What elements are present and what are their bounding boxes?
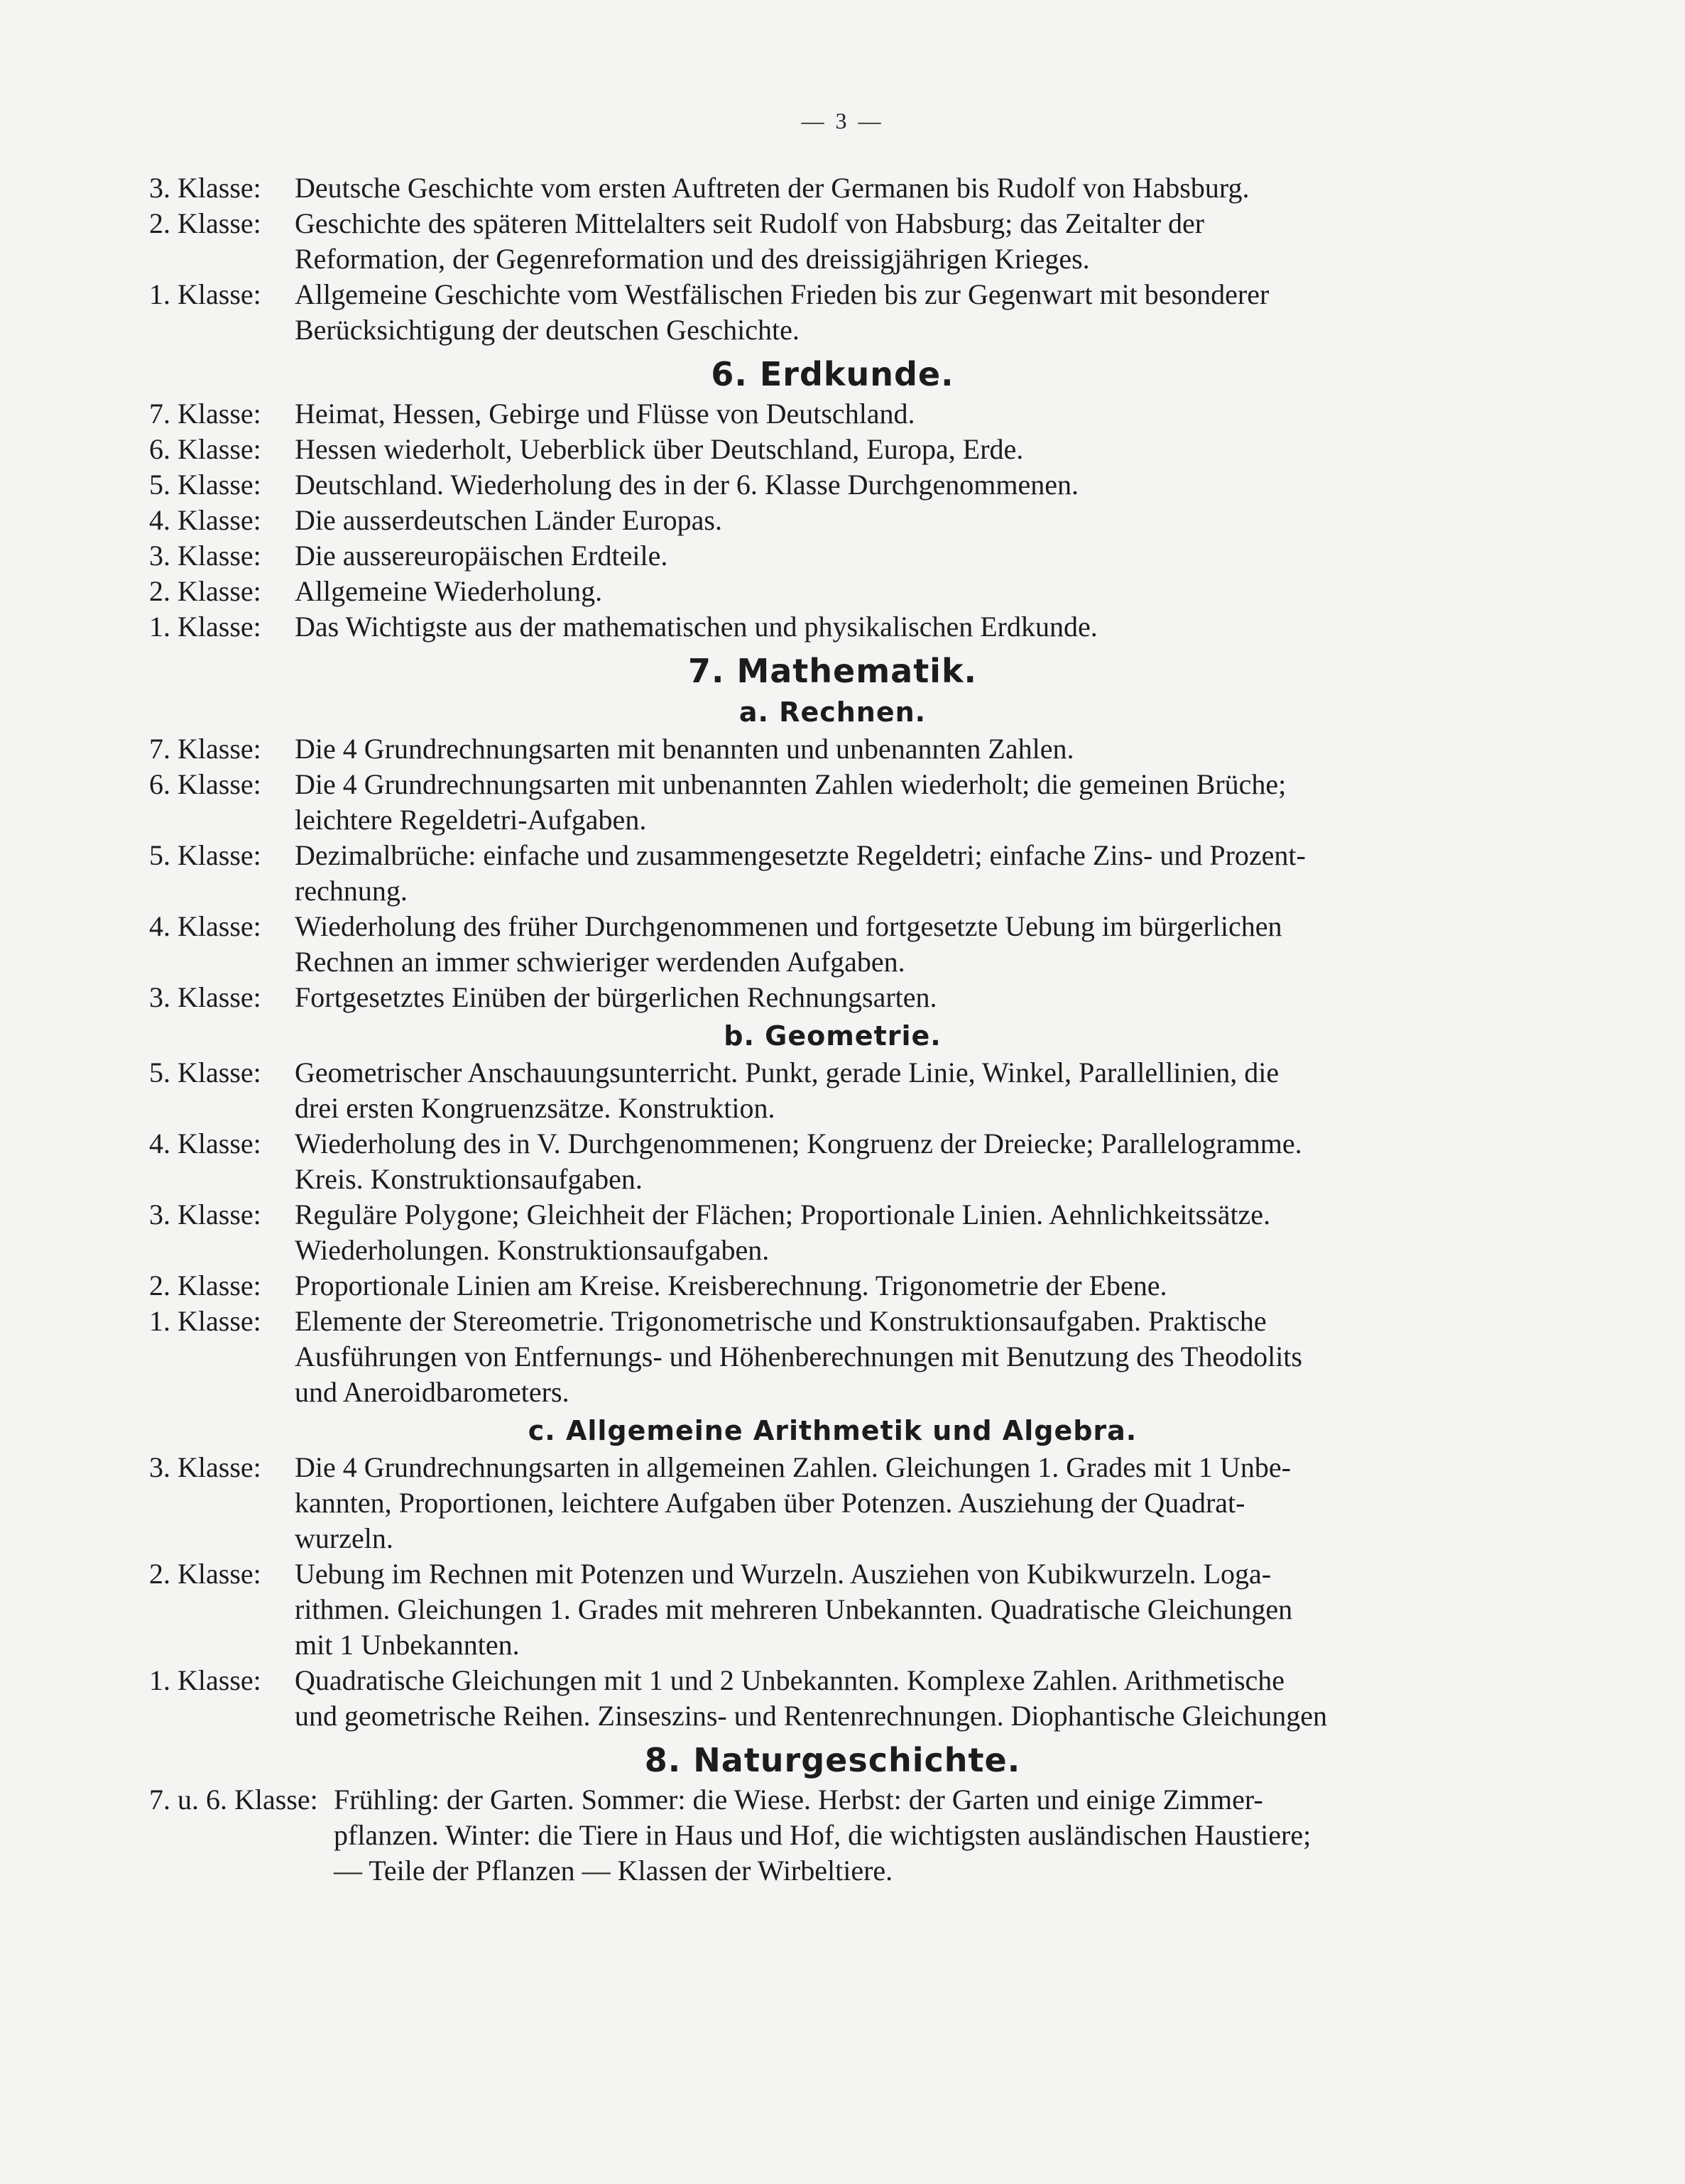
- text-line: Die 4 Grundrechnungsarten mit unbenannten Zahlen wiederholt; die gemeinen Brüche;: [295, 768, 1287, 800]
- klasse-label: 3. Klasse:: [149, 172, 261, 204]
- klasse-text: [295, 467, 1516, 503]
- text-line: Die ausserdeutschen Länder Europas.: [295, 504, 722, 536]
- text-line: Dezimalbrüche: einfache und zusammengesetzte Regeldetri; einfache Zins- und Prozent-: [295, 839, 1306, 871]
- klasse-label: 5. Klasse:: [149, 839, 261, 871]
- klasse-text: [295, 1304, 1516, 1410]
- page-content: [149, 170, 1516, 1889]
- klasse-label: 1. Klasse:: [149, 1664, 261, 1696]
- klasse-entry: [149, 1055, 1516, 1126]
- text-line: Die 4 Grundrechnungsarten in allgemeinen Zahlen. Gleichungen 1. Grades mit 1 Unbe-: [295, 1451, 1291, 1483]
- text-line: und Aneroidbarometers.: [295, 1376, 569, 1408]
- rechnen-heading: a. Rechnen.: [738, 697, 927, 728]
- klasse-entry: [149, 609, 1516, 645]
- klasse-text: [295, 1268, 1516, 1304]
- text-line: Heimat, Hessen, Gebirge und Flüsse von Deutschland.: [295, 398, 915, 430]
- text-line: rechnung.: [295, 875, 408, 907]
- klasse-text: [295, 277, 1516, 348]
- text-line: wurzeln.: [295, 1522, 393, 1554]
- klasse-entry: [149, 1556, 1516, 1663]
- klasse-label: 6. Klasse:: [149, 768, 261, 800]
- geometrie-heading: b. Geometrie.: [724, 1020, 942, 1052]
- klasse-entry: [149, 1450, 1516, 1556]
- text-line: Fortgesetztes Einüben der bürgerlichen Rechnungsarten.: [295, 981, 937, 1013]
- arithmetik-heading: c. Allgemeine Arithmetik und Algebra.: [528, 1415, 1138, 1446]
- text-line: rithmen. Gleichungen 1. Grades mit mehreren Unbekannten. Quadratische Gleichungen: [295, 1593, 1293, 1625]
- klasse-entry: [149, 731, 1516, 767]
- text-line: Uebung im Rechnen mit Potenzen und Wurzeln. Ausziehen von Kubikwurzeln. Loga-: [295, 1558, 1272, 1590]
- klasse-text: [295, 1663, 1516, 1734]
- text-line: drei ersten Kongruenzsätze. Konstruktion.: [295, 1092, 775, 1124]
- klasse-text: [295, 609, 1516, 645]
- klasse-label: 1. Klasse:: [149, 278, 261, 310]
- klasse-text: [295, 1126, 1516, 1197]
- text-line: Allgemeine Wiederholung.: [295, 575, 603, 607]
- geschichte-section: [149, 170, 1516, 348]
- klasse-entry: [149, 206, 1516, 277]
- arithmetik-section: [149, 1450, 1516, 1734]
- klasse-label: 7. u. 6. Klasse:: [149, 1784, 318, 1816]
- klasse-entry: [149, 503, 1516, 538]
- klasse-text: [295, 432, 1516, 467]
- text-line: Kreis. Konstruktionsaufgaben.: [295, 1163, 643, 1195]
- klasse-entry: [149, 1197, 1516, 1268]
- klasse-text: [295, 206, 1516, 277]
- klasse-text: [334, 1782, 1516, 1889]
- text-line: Hessen wiederholt, Ueberblick über Deutschland, Europa, Erde.: [295, 433, 1024, 465]
- erdkunde-section: [149, 396, 1516, 645]
- klasse-entry: [149, 396, 1516, 432]
- text-line: Das Wichtigste aus der mathematischen und physikalischen Erdkunde.: [295, 611, 1098, 643]
- klasse-entry: [149, 1782, 1516, 1889]
- klasse-text: [295, 503, 1516, 538]
- klasse-text: [295, 1450, 1516, 1556]
- klasse-entry: [149, 1126, 1516, 1197]
- naturgeschichte-section: [149, 1782, 1516, 1889]
- text-line: Wiederholungen. Konstruktionsaufgaben.: [295, 1234, 770, 1266]
- klasse-entry: [149, 467, 1516, 503]
- klasse-entry: [149, 432, 1516, 467]
- klasse-entry: [149, 538, 1516, 574]
- klasse-label: 2. Klasse:: [149, 207, 261, 239]
- text-line: Wiederholung des in V. Durchgenommenen; Kongruenz der Dreiecke; Parallelogramme.: [295, 1128, 1302, 1159]
- klasse-entry: [149, 574, 1516, 609]
- text-line: Reformation, der Gegenreformation und des dreissigjährigen Krieges.: [295, 243, 1090, 275]
- text-line: Die 4 Grundrechnungsarten mit benannten und unbenannten Zahlen.: [295, 733, 1074, 765]
- text-line: Die aussereuropäischen Erdteile.: [295, 540, 668, 572]
- klasse-label: 3. Klasse:: [149, 981, 261, 1013]
- geometrie-section: [149, 1055, 1516, 1410]
- klasse-label: 3. Klasse:: [149, 1451, 261, 1483]
- klasse-label: 2. Klasse:: [149, 575, 261, 607]
- klasse-text: [295, 767, 1516, 838]
- klasse-label: 3. Klasse:: [149, 540, 261, 572]
- klasse-entry: [149, 170, 1516, 206]
- klasse-text: [295, 538, 1516, 574]
- klasse-label: 6. Klasse:: [149, 433, 261, 465]
- klasse-label: 3. Klasse:: [149, 1199, 261, 1230]
- text-line: Elemente der Stereometrie. Trigonometrische und Konstruktionsaufgaben. Praktische: [295, 1305, 1267, 1337]
- rechnen-section: [149, 731, 1516, 1015]
- klasse-label: 1. Klasse:: [149, 611, 261, 643]
- text-line: Geometrischer Anschauungsunterricht. Punkt, gerade Linie, Winkel, Parallellinien, die: [295, 1056, 1280, 1088]
- text-line: leichtere Regeldetri-Aufgaben.: [295, 804, 647, 836]
- klasse-entry: [149, 838, 1516, 909]
- klasse-text: [295, 980, 1516, 1015]
- text-line: Quadratische Gleichungen mit 1 und 2 Unbekannten. Komplexe Zahlen. Arithmetische: [295, 1664, 1285, 1696]
- klasse-label: 5. Klasse:: [149, 1056, 261, 1088]
- text-line: Deutsche Geschichte vom ersten Auftreten der Germanen bis Rudolf von Habsburg.: [295, 172, 1250, 204]
- klasse-label: 7. Klasse:: [149, 398, 261, 430]
- text-line: Berücksichtigung der deutschen Geschichte.: [295, 314, 800, 346]
- klasse-label: 4. Klasse:: [149, 910, 261, 942]
- klasse-label: 2. Klasse:: [149, 1558, 261, 1590]
- klasse-label: 1. Klasse:: [149, 1305, 261, 1337]
- text-line: pflanzen. Winter: die Tiere in Haus und Hof, die wichtigsten ausländischen Haustiere;: [334, 1819, 1312, 1851]
- naturgeschichte-heading: 8. Naturgeschichte.: [644, 1741, 1021, 1779]
- text-line: Rechnen an immer schwieriger werdenden Aufgaben.: [295, 946, 905, 978]
- klasse-entry: [149, 909, 1516, 980]
- text-line: Wiederholung des früher Durchgenommenen und fortgesetzte Uebung im bürgerlichen: [295, 910, 1282, 942]
- klasse-text: [295, 1055, 1516, 1126]
- klasse-text: [295, 1556, 1516, 1663]
- klasse-label: 5. Klasse:: [149, 469, 261, 501]
- text-line: Deutschland. Wiederholung des in der 6. Klasse Durchgenommenen.: [295, 469, 1079, 501]
- text-line: — Teile der Pflanzen — Klassen der Wirbeltiere.: [334, 1855, 893, 1887]
- text-line: und geometrische Reihen. Zinseszins- und Rentenrechnungen. Diophantische Gleichungen: [295, 1700, 1328, 1732]
- text-line: kannten, Proportionen, leichtere Aufgaben über Potenzen. Ausziehung der Quadrat-: [295, 1487, 1245, 1519]
- klasse-text: [295, 731, 1516, 767]
- page-number: — 3 —: [801, 108, 884, 133]
- klasse-label: 7. Klasse:: [149, 733, 261, 765]
- klasse-label: 4. Klasse:: [149, 504, 261, 536]
- text-line: mit 1 Unbekannten.: [295, 1629, 520, 1661]
- text-line: Frühling: der Garten. Sommer: die Wiese. Herbst: der Garten und einige Zimmer-: [334, 1784, 1263, 1816]
- text-line: Ausführungen von Entfernungs- und Höhenberechnungen mit Benutzung des Theodolits: [295, 1341, 1302, 1372]
- text-line: Proportionale Linien am Kreise. Kreisberechnung. Trigonometrie der Ebene.: [295, 1270, 1167, 1301]
- klasse-text: [295, 838, 1516, 909]
- klasse-text: [295, 170, 1516, 206]
- mathematik-heading: 7. Mathematik.: [687, 652, 978, 690]
- text-line: Allgemeine Geschichte vom Westfälischen Frieden bis zur Gegenwart mit besonderer: [295, 278, 1270, 310]
- klasse-text: [295, 909, 1516, 980]
- klasse-entry: [149, 1268, 1516, 1304]
- text-line: Geschichte des späteren Mittelalters seit Rudolf von Habsburg; das Zeitalter der: [295, 207, 1205, 239]
- klasse-entry: [149, 1304, 1516, 1410]
- klasse-text: [295, 396, 1516, 432]
- klasse-entry: [149, 277, 1516, 348]
- klasse-entry: [149, 767, 1516, 838]
- klasse-entry: [149, 980, 1516, 1015]
- text-line: Reguläre Polygone; Gleichheit der Flächen; Proportionale Linien. Aehnlichkeitssätze.: [295, 1199, 1271, 1230]
- klasse-entry: [149, 1663, 1516, 1734]
- klasse-label: 4. Klasse:: [149, 1128, 261, 1159]
- erdkunde-heading: 6. Erdkunde.: [711, 355, 954, 393]
- klasse-text: [295, 1197, 1516, 1268]
- klasse-label: 2. Klasse:: [149, 1270, 261, 1301]
- klasse-text: [295, 574, 1516, 609]
